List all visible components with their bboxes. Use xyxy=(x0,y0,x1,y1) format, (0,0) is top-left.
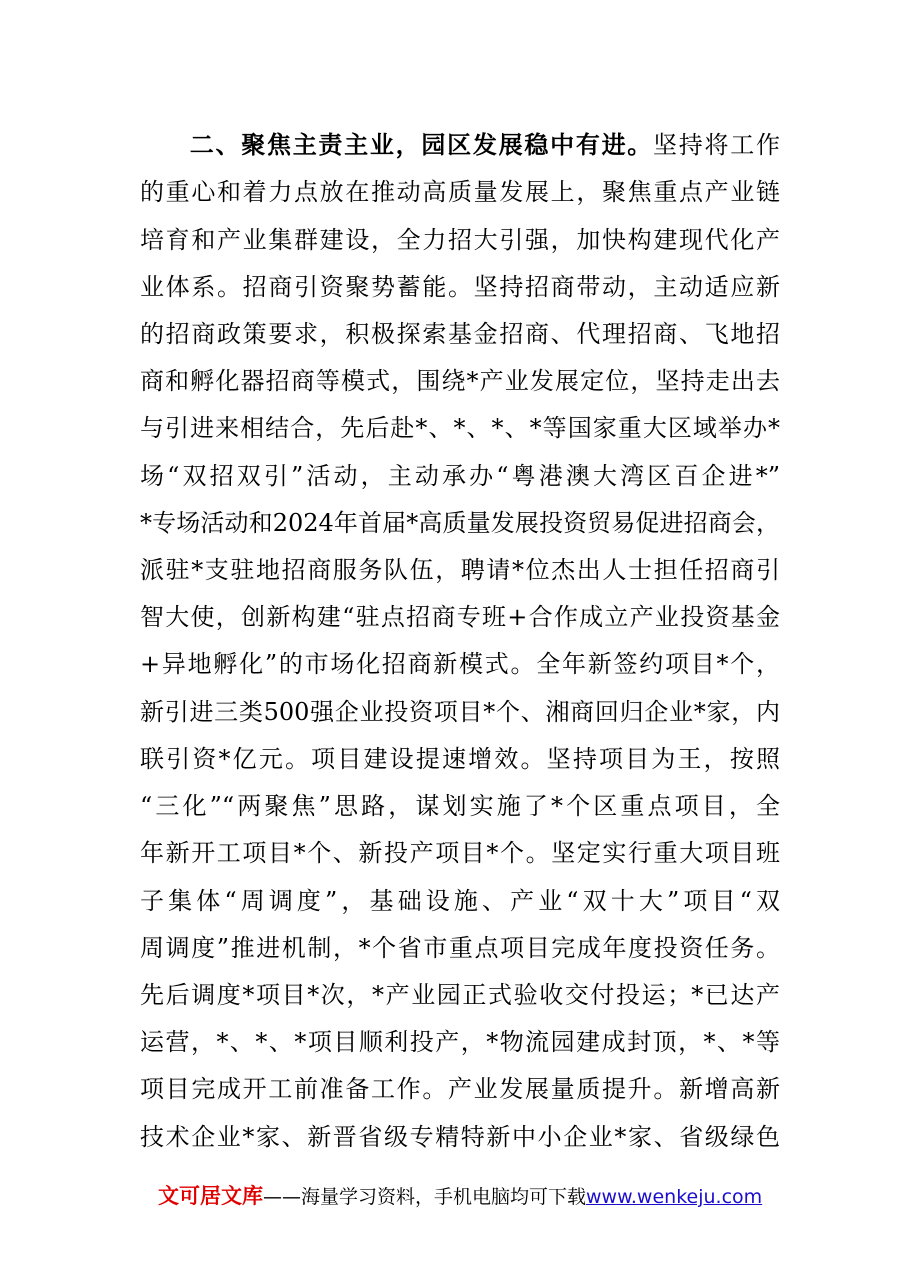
paragraph-line: 技术企业*家、新晋省级专精特新中小企业*家、省级绿色 xyxy=(140,1123,780,1151)
section-heading: 二、聚焦主责主业，园区发展稳中有进。 xyxy=(188,130,654,159)
paragraph-line: 智大使，创新构建“驻点招商专班+合作成立产业投资基金 xyxy=(140,603,780,631)
paragraph-line: 先后调度*项目*次，*产业园正式验收交付投运；*已达产 xyxy=(140,981,780,1009)
paragraph-line: 联引资*亿元。项目建设提速增效。坚持项目为王，按照 xyxy=(140,745,780,773)
paragraph-line: 商和孵化器招商等模式，围绕*产业发展定位，坚持走出去 xyxy=(140,367,780,395)
paragraph-line: *专场活动和2024年首届*高质量发展投资贸易促进招商会， xyxy=(140,509,780,537)
paragraph-line: 的重心和着力点放在推动高质量发展上，聚焦重点产业链 xyxy=(140,178,780,206)
paragraph-line: 培育和产业集群建设，全力招大引强，加快构建现代化产 xyxy=(140,226,780,254)
paragraph-line: 年新开工项目*个、新投产项目*个。坚定实行重大项目班 xyxy=(140,839,780,867)
paragraph-line-1 xyxy=(140,129,780,161)
paragraph-line: 派驻*支驻地招商服务队伍，聘请*位杰出人士担任招商引 xyxy=(140,556,780,584)
paragraph-line: 与引进来相结合，先后赴*、*、*、*等国家重大区域举办* xyxy=(140,414,780,442)
footer-banner xyxy=(158,1182,762,1211)
paragraph-line: 的招商政策要求，积极探索基金招商、代理招商、飞地招 xyxy=(140,320,780,348)
paragraph-line: 场“双招双引”活动，主动承办“粤港澳大湾区百企进*” xyxy=(140,462,780,490)
paragraph-line: 新引进三类500强企业投资项目*个、湘商回归企业*家，内 xyxy=(140,698,780,726)
paragraph-text: 坚持将工作 xyxy=(653,131,781,159)
footer-tagline: ——海量学习资料，手机电脑均可下载 xyxy=(263,1186,587,1208)
paragraph-line: 周调度”推进机制，*个省市重点项目完成年度投资任务。 xyxy=(140,934,780,962)
paragraph-line: “三化”“两聚焦”思路，谋划实施了*个区重点项目，全 xyxy=(140,792,780,820)
footer-website-link[interactable]: www.wenkeju.com xyxy=(586,1186,763,1208)
paragraph-line: 业体系。招商引资聚势蓄能。坚持招商带动，主动适应新 xyxy=(140,273,780,301)
paragraph-line: +异地孵化”的市场化招商新模式。全年新签约项目*个， xyxy=(140,650,780,678)
footer-brand: 文可居文库 xyxy=(158,1184,263,1208)
paragraph-line: 运营，*、*、*项目顺利投产，*物流园建成封顶，*、*等 xyxy=(140,1028,780,1056)
paragraph-line: 子集体“周调度”，基础设施、产业“双十大”项目“双 xyxy=(140,887,780,915)
paragraph-line: 项目完成开工前准备工作。产业发展量质提升。新增高新 xyxy=(140,1075,780,1103)
